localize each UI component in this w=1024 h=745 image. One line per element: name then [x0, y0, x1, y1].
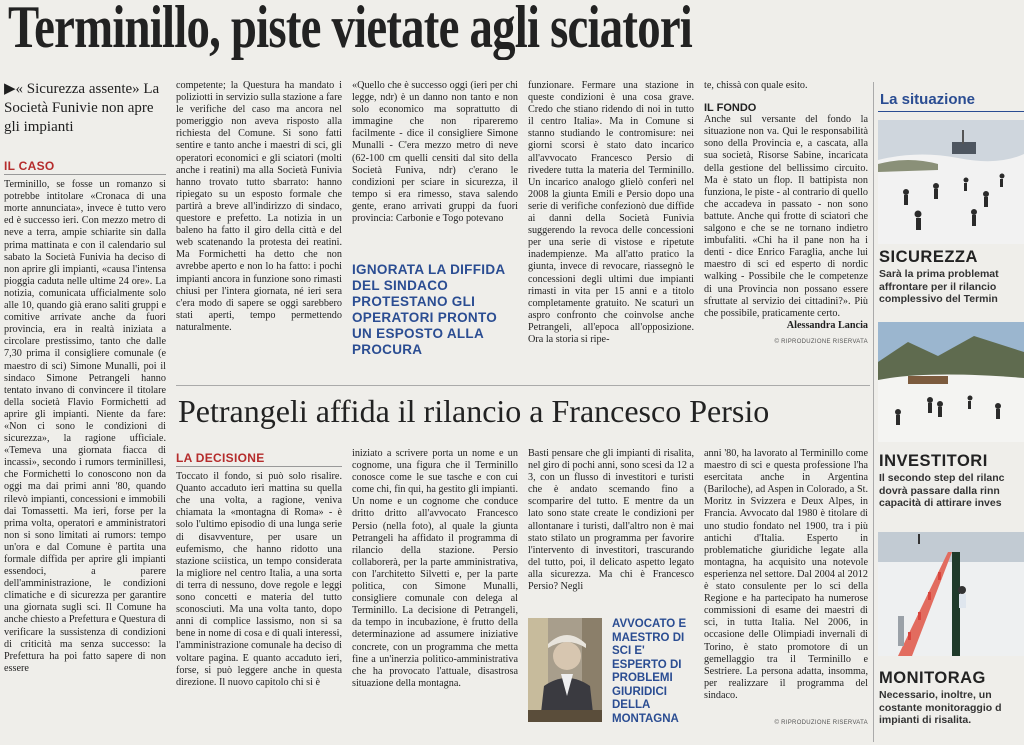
column-1-text: Terminillo, se fosse un romanzo si potrebbe intitolare «Cronaca di una morte annunciata», invece è tutto vero ed è successo ieri. Con mezzo metro di neve a terra, ampie schiarite sin dalla prima mattinata e con il calendario sul sabato la Società Funivia ha deciso di non aprire gli impianti, «causa l'intensa pioggia caduta nelle ultime 24 ore». La notizia, comunicata ufficialmente solo alle 10, quando già erano saliti gruppi e comitive arrivate anche da fuori provincia, era in realtà iniziata a circolare prestissimo, tanto che dalle 7,30 prima il consigliere comunale (e maestro di sci) Simone Munalli, poi il sindaco Simone Petrangeli hanno tentato invano di convincere il titolare della società Flavio Formichetti ad aprire gli impianti. Niente da fare: «Non ci sono le condizioni di sicurezza», la ragione ufficiale. «Temeva una giornata fiacca di incassi», secondo i rumors terminillesi, che Formichetti lo conoscono non da oggi ma dai primi anni '80, quando rilevò impianti, concessioni e immobili dai Tomassetti. Ma ieri, forse per la prima volta, operatori e amministratori non si sono limitati ai rumors: tempo un'ora e dal Comune è partita una formale diffida per aprire gli impianti essendoci, a parere dell'amministrazione, le condizioni climatiche e di sicurezza per garantire una giornata sugli sci. Il Comune ha anche chiesto a Prefettura e Questura di verificare la sussistenza di condizioni di criticità ma senza successo: la Prefettura ha poi fatto sapere di non essere [4, 179, 166, 674]
article-column-2: competente; la Questura ha mandato i poliziotti in servizio sulla stazione a fare le verifiche del caso ma ancora nel pomeriggio non aveva risposto alla richiesta del Comune. Si sono fatti sentire e tanto anche i maestri di sci, gli operatori economici e gli sciatori (molti anche i reatini) ma alla Società Funivia hanno trovato tutto sbarrato: hanno ripiegato su un esposto formale che partirà a breve all'indirizzo di sindaco, questore e prefetto. La notizia in un baleno ha fatto il giro della città e del web scatenando la protesta dei reatini. Ma Formichetti ha detto che non avrebbe aperto e non lo ha fatto: i pochi impianti ancora in funzione sono rimasti chiusi per l'intera giornata, né ieri sera c'era modo di sapere se oggi sarebbero stati aperti, tempo permettendo naturalmente. [176, 80, 342, 333]
secondary-headline: Petrangeli affida il rilancio a Francesco Persio [178, 393, 770, 429]
article-column-5 [704, 80, 868, 380]
decision-text-4: anni '80, ha lavorato al Terminillo come maestro di sci e questa professione l'ha esercitata anche in Argentina (Bariloche), ad Aspen in Colorado, a St. Moritz in Svizzera e Deux Alpes, in Francia. Avvocato dal 1980 è titolare di uno studio fondato nel 1900, tra i più antichi d'Italia. Esperto in problematiche giuridiche legate alla montagna, ha acquisito una notevole esperienza nel settore. Dal 2004 al 2012 è stato consulente per lo sci della Regione e ha partecipato ha numerose commissioni di esame dei maestri di sci, in tutta Italia. Nel 2006, in occasione delle Olimpiadi invernali di Torino, è stato promotore di un gemellaggio tra il Terminillo e Sestriere. La persona adatta, insomma, per realizzare il programma del sindaco. [704, 448, 868, 701]
sidebar-photo-2 [878, 322, 1024, 442]
article-column-1 [4, 160, 166, 742]
persio-photo [528, 618, 602, 722]
section-tag-decisione: LA DECISIONE [176, 452, 342, 467]
ski-slope-image-1 [878, 120, 1024, 244]
decision-column-2: iniziato a scrivere porta un nome e un cognome, una figura che il Terminillo conosce come le sue tasche e con cui come chi, fin qui, ha gestito gli impianti. Un nome e un cognome che conduce dritto dritto all'avvocato Francesco Persio (nella foto), al quale la giunta Petrangeli ha affidato il programma di rilancio della stazione. Persio collaborerà, per la parte amministrativa, con l'architetto Silvetti e, per la parte politica, con Simone Munalli, consigliere comunale con delega al Terminillo. La decisione di Petrangeli, da tempo in incubazione, è frutto della determinazione ad assumere iniziative concrete, con un programma che metta fine a un'inerzia politico-amministrativa che ha provocato l'attuale, disastrosa situazione della montagna. [352, 448, 518, 689]
copyright-note-2: © RIPRODUZIONE RISERVATA [774, 720, 868, 726]
sidebar-text-sicurezza [879, 268, 1024, 306]
column-5-top: te, chissà con quale esito. [704, 80, 808, 91]
sidebar-line: Necessario, inoltre, un [879, 689, 992, 701]
sidebar-text-investitori [879, 472, 1024, 510]
sidebar-head-sicurezza: SICUREZZA [879, 248, 978, 266]
sidebar-line: complessivo del Termin [879, 293, 998, 305]
sidebar-line: Il secondo step del rilanc [879, 472, 1005, 484]
decision-column-4 [704, 448, 868, 728]
column-5-text: Anche sul versante del fondo la situazione non va. Qui le responsabilità sono della Provincia e, a cascata, alla sua società, Risorse Sabine, incaricata della gestione del bellissimo circuito. Ma è stato un flop. Il battipista non funziona, le piste - al contrario di quello che accadeva in passato - non sono battute. Anche qui frotte di sciatori che salgono e che se ne tornano indietro imbufaliti. «Chi ha il pane non ha i denti - dice Enrico Faraglia, anche lui maestro di sci ed esperto di nordic walking - Possibile che le competenze di una Provincia non possano essere sfruttate al servizio dei cittadini?». Più che possibile, praticamente certo. [704, 114, 868, 319]
sidebar-photo-3 [878, 532, 1024, 656]
sidebar-line: costante monitoraggio d [879, 701, 1002, 714]
sidebar-photo-1 [878, 120, 1024, 244]
ski-lift-image [878, 532, 1024, 656]
article-column-3: «Quello che è successo oggi (ieri per chi legge, ndr) è un danno non tanto e non solo economico ma soprattutto di immagine che non ripareremo facilmente - dice il consigliere Simone Munalli - C'era mezzo metro di neve (62-100 cm quelli censiti dal sito della Società Funiva, ndr) c'erano le condizioni per sciare in sicurezza, il tempo si era rimesso, stava salendo gente, erano arrivati gruppi da fuori provincia: Carbonie e Togo potevano [352, 80, 518, 225]
ski-slope-image-2 [878, 322, 1024, 442]
main-headline: Terminillo, piste vietate agli sciatori [8, 0, 693, 60]
kicker: ▶« Sicurezza assente» La Società Funivie non apre gli impianti [4, 81, 160, 135]
sidebar-line: Sarà la prima problemat [879, 268, 999, 280]
sidebar-line: affrontare per il rilancio [879, 280, 997, 293]
sidebar-title-rule [878, 111, 1024, 112]
copyright-note: © RIPRODUZIONE RISERVATA [774, 338, 868, 345]
portrait-image [528, 618, 602, 722]
decision-column-3: Basti pensare che gli impianti di risalita, nel giro di pochi anni, sono scesi da 12 a 3, con un flusso di investitori e turisti che è andato scemando fino a scomparire del tutto. E mentre da un lato sono state create le condizioni per allontanare i turisti, dall'altro non è mai stato stilato un programma per favorire l'intervento di investitori, trascurando del tutto, poi, il delicato aspetto legato alla sicurezza. Ma chi è Francesco Persio? Negli [528, 448, 694, 593]
decision-text-1: Toccato il fondo, si può solo risalire. Quanto accaduto ieri mattina su quella che una volta, a ragione, veniva chiamata la «montagna di Roma» - è solo l'ultimo episodio di una lunga serie di disavventure, per usare un eufemismo, che hanno ridotto una stazione sciistica, un tempo considerata la migliore nel centro Italia, a una sorta di terra di nessuno, dove regole e leggi sono concetti e materia del tutto sconosciuti. Ma una volta tanto, dopo anni di complice lassismo, non si sa bene in nome di cosa e di quali interessi, l'amministrazione comunale ha deciso di voltare pagina. E quanto accaduto ieri, forse, si può leggere anche in questa direzione. Il nuovo capitolo chi si è [176, 471, 342, 688]
photo-caption-callout: AVVOCATO E MAESTRO DI SCI E' ESPERTO DI PROBLEMI GIURIDICI DELLA MONTAGNA [612, 618, 687, 725]
section-divider [176, 385, 870, 386]
pull-quote: IGNORATA LA DIFFIDA DEL SINDACO PROTESTANO GLI OPERATORI PRONTO UN ESPOSTO ALLA PROCURA [352, 262, 505, 357]
sidebar-divider [873, 82, 874, 742]
sidebar-head-monitoraggio: MONITORAG [879, 669, 986, 687]
sidebar-line: capacità di attirare inves [879, 497, 1002, 509]
decision-column-1 [176, 452, 342, 742]
sidebar-head-investitori: INVESTITORI [879, 452, 988, 470]
sidebar-title: La situazione [880, 91, 976, 108]
sidebar-line: dovrà passare dalla rinn [879, 484, 1000, 497]
author-byline: Alessandra Lancia [786, 319, 868, 331]
sidebar-text-monitoraggio [879, 689, 1024, 727]
section-tag-caso: IL CASO [4, 160, 166, 175]
sidebar-line: impianti di risalita. [879, 714, 972, 726]
article-column-4: funzionare. Fermare una stazione in queste condizioni è una cosa grave. Credo che stiano ridendo di noi in tutto il centro Italia». Ma in Comune si stanno studiando le contromisure: nei giorni scorsi è stato dato incarico all'avvocato Francesco Persio di rivedere tutta la materia del Terminillo. Un incarico analogo glielò conferì nel 2008 la giunta Emili e Persio dopo una serie di verifiche confezionò due diffide ai danni della Società Funivia suggerendo la revoca delle concessioni per una serie di vistose e ripetute inadempienze. Ma all'atto pratico la giunta, invece di revocare, riassegnò le concessioni degli ultimi due impianti rimasti in vita per 15 anni e a titolo completamente gratuito. Ne scaturì un aspro confronto che coinvolse anche Petrangeli, all'epoca all'opposizione. Ora la storia si ripe- [528, 80, 694, 345]
section-head-fondo: IL FONDO [704, 102, 757, 115]
